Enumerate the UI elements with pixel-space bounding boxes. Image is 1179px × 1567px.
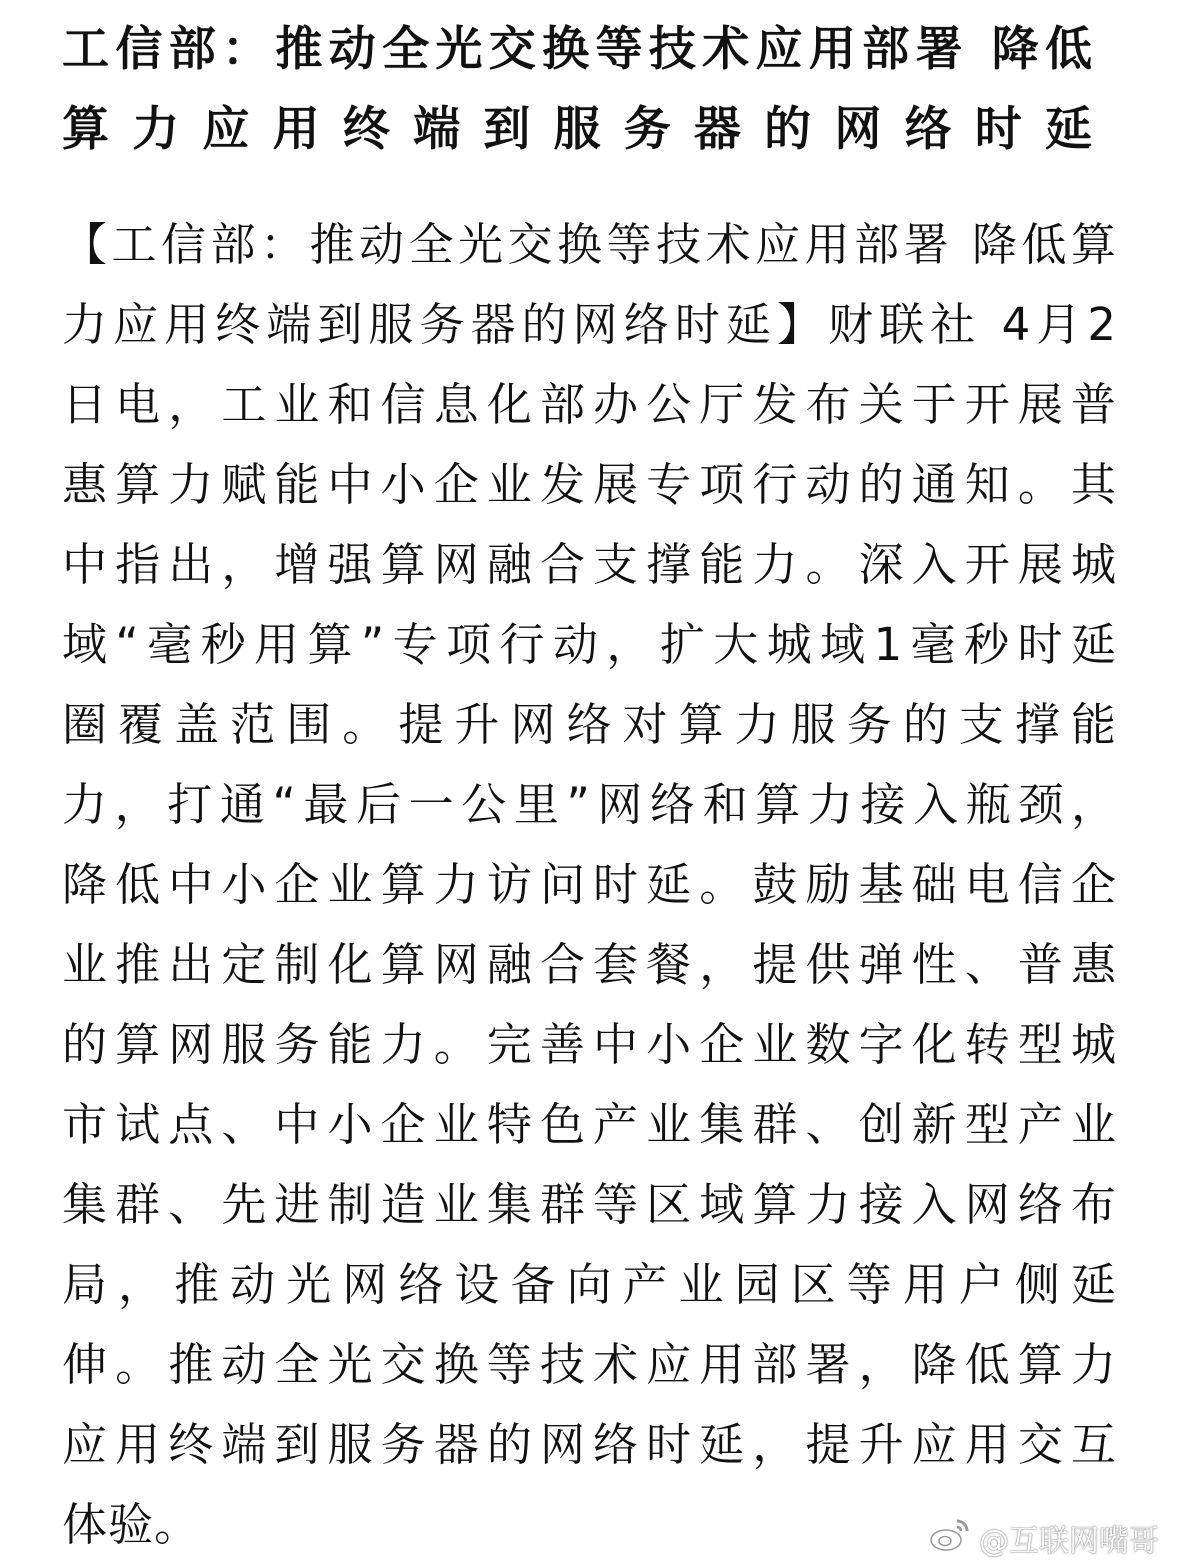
body-line: 【工信部：推动全光交换等技术应用部署 降低算 [62, 218, 1117, 271]
body-line: 应用终端到服务器的网络时延，提升应用交互 [62, 1418, 1117, 1471]
title-line: 工信部：推动全光交换等技术应用部署 降低 [62, 22, 1092, 77]
body-line: 惠算力赋能中小企业发展专项行动的通知。其 [62, 458, 1117, 511]
body-line: 市试点、中小企业特色产业集群、创新型产业 [62, 1098, 1117, 1151]
weibo-icon [929, 1515, 973, 1561]
body-line: 力应用终端到服务器的网络时延】财联社 4月2 [62, 298, 1117, 351]
watermark-text: @互联网嘴哥 [979, 1524, 1159, 1559]
body-line: 日电，工业和信息化部办公厅发布关于开展普 [62, 378, 1117, 431]
body-line: 中指出，增强算网融合支撑能力。深入开展城 [62, 538, 1117, 591]
body-line: 圈覆盖范围。提升网络对算力服务的支撑能 [62, 698, 1117, 751]
body-line: 降低中小企业算力访问时延。鼓励基础电信企 [62, 858, 1117, 911]
body-line: 的算网服务能力。完善中小企业数字化转型城 [62, 1018, 1117, 1071]
body-line: 业推出定制化算网融合套餐，提供弹性、普惠 [62, 938, 1117, 991]
title-line: 算力应用终端到服务器的网络时延 [62, 102, 1092, 157]
body-line: 局，推动光网络设备向产业园区等用户侧延 [62, 1258, 1117, 1311]
body-line: 力，打通“最后一公里”网络和算力接入瓶颈， [62, 778, 1117, 831]
body-line: 域“毫秒用算”专项行动，扩大城域1毫秒时延 [62, 618, 1117, 671]
body-line: 体验。 [62, 1498, 201, 1551]
body-line: 集群、先进制造业集群等区域算力接入网络布 [62, 1178, 1117, 1231]
body-line: 伸。推动全光交换等技术应用部署，降低算力 [62, 1338, 1117, 1391]
watermark [929, 1515, 1159, 1561]
article-title [62, 10, 1092, 170]
article-body [62, 205, 1117, 1565]
